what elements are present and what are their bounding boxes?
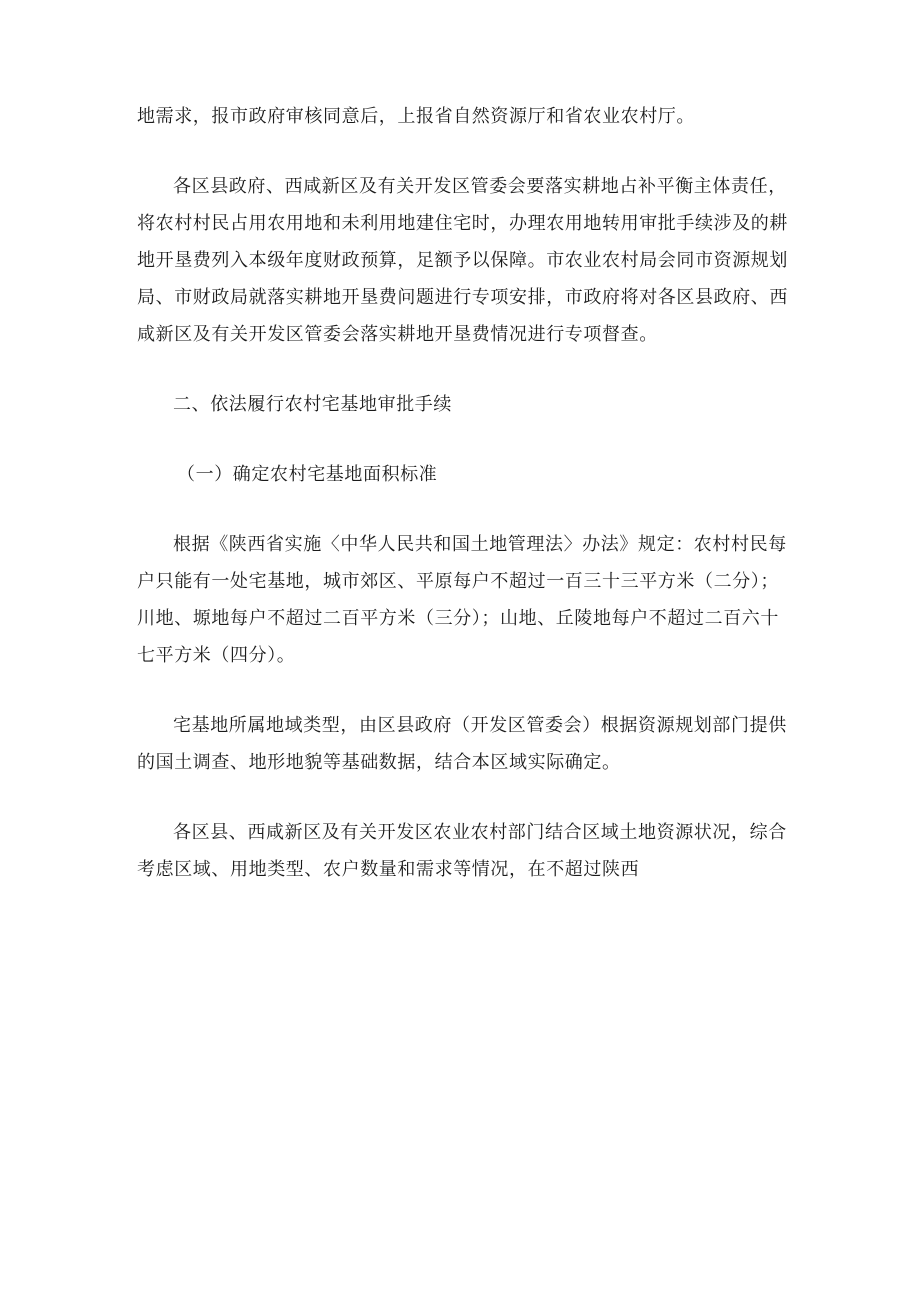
text-line: 将农村村民占用农用地和未利用地建住宅时，办理农用地转用审批手续涉及的耕 xyxy=(137,213,788,234)
paragraph-region-type xyxy=(137,707,797,781)
text-line: 地开垦费列入本级年度财政预算，足额予以保障。市农业农村局会同市资源规划 xyxy=(137,250,788,271)
text-line: 的国土调查、地形地貌等基础数据，结合本区域实际确定。 xyxy=(137,752,621,773)
paragraph-agriculture-departments xyxy=(137,814,797,888)
text-line: 咸新区及有关开发区管委会落实耕地开垦费情况进行专项督查。 xyxy=(137,324,658,345)
document-body xyxy=(137,98,797,888)
paragraph-farmland-balance xyxy=(137,168,797,353)
text-line: 考虑区域、用地类型、农户数量和需求等情况，在不超过陕西 xyxy=(137,859,640,880)
text-line: 地需求，报市政府审核同意后，上报省自然资源厅和省农业农村厅。 xyxy=(137,106,695,127)
text-line: 根据《陕西省实施〈中华人民共和国土地管理法〉办法》规定：农村村民每 xyxy=(173,534,787,555)
text-line: 局、市财政局就落实耕地开垦费问题进行专项安排，市政府将对各区县政府、西 xyxy=(137,287,788,308)
paragraph-continuation xyxy=(137,98,797,135)
heading-line: （一）确定农村宅基地面积标准 xyxy=(177,464,438,485)
text-line: 七平方米（四分）。 xyxy=(137,645,296,666)
paragraph-area-standard xyxy=(137,526,797,674)
subsection-heading xyxy=(137,456,797,493)
text-line: 各区县政府、西咸新区及有关开发区管委会要落实耕地占补平衡主体责任， xyxy=(173,176,787,197)
heading-line: 二、依法履行农村宅基地审批手续 xyxy=(173,394,452,415)
section-heading xyxy=(137,386,797,423)
text-line: 川地、塬地每户不超过二百平方米（三分）；山地、丘陵地每户不超过二百六十 xyxy=(137,608,779,629)
text-line: 户只能有一处宅基地，城市郊区、平原每户不超过一百三十三平方米（二分）； xyxy=(137,571,779,592)
text-line: 宅基地所属地域类型，由区县政府（开发区管委会）根据资源规划部门提供 xyxy=(173,715,787,736)
text-line: 各区县、西咸新区及有关开发区农业农村部门结合区域土地资源状况，综合 xyxy=(173,822,787,843)
